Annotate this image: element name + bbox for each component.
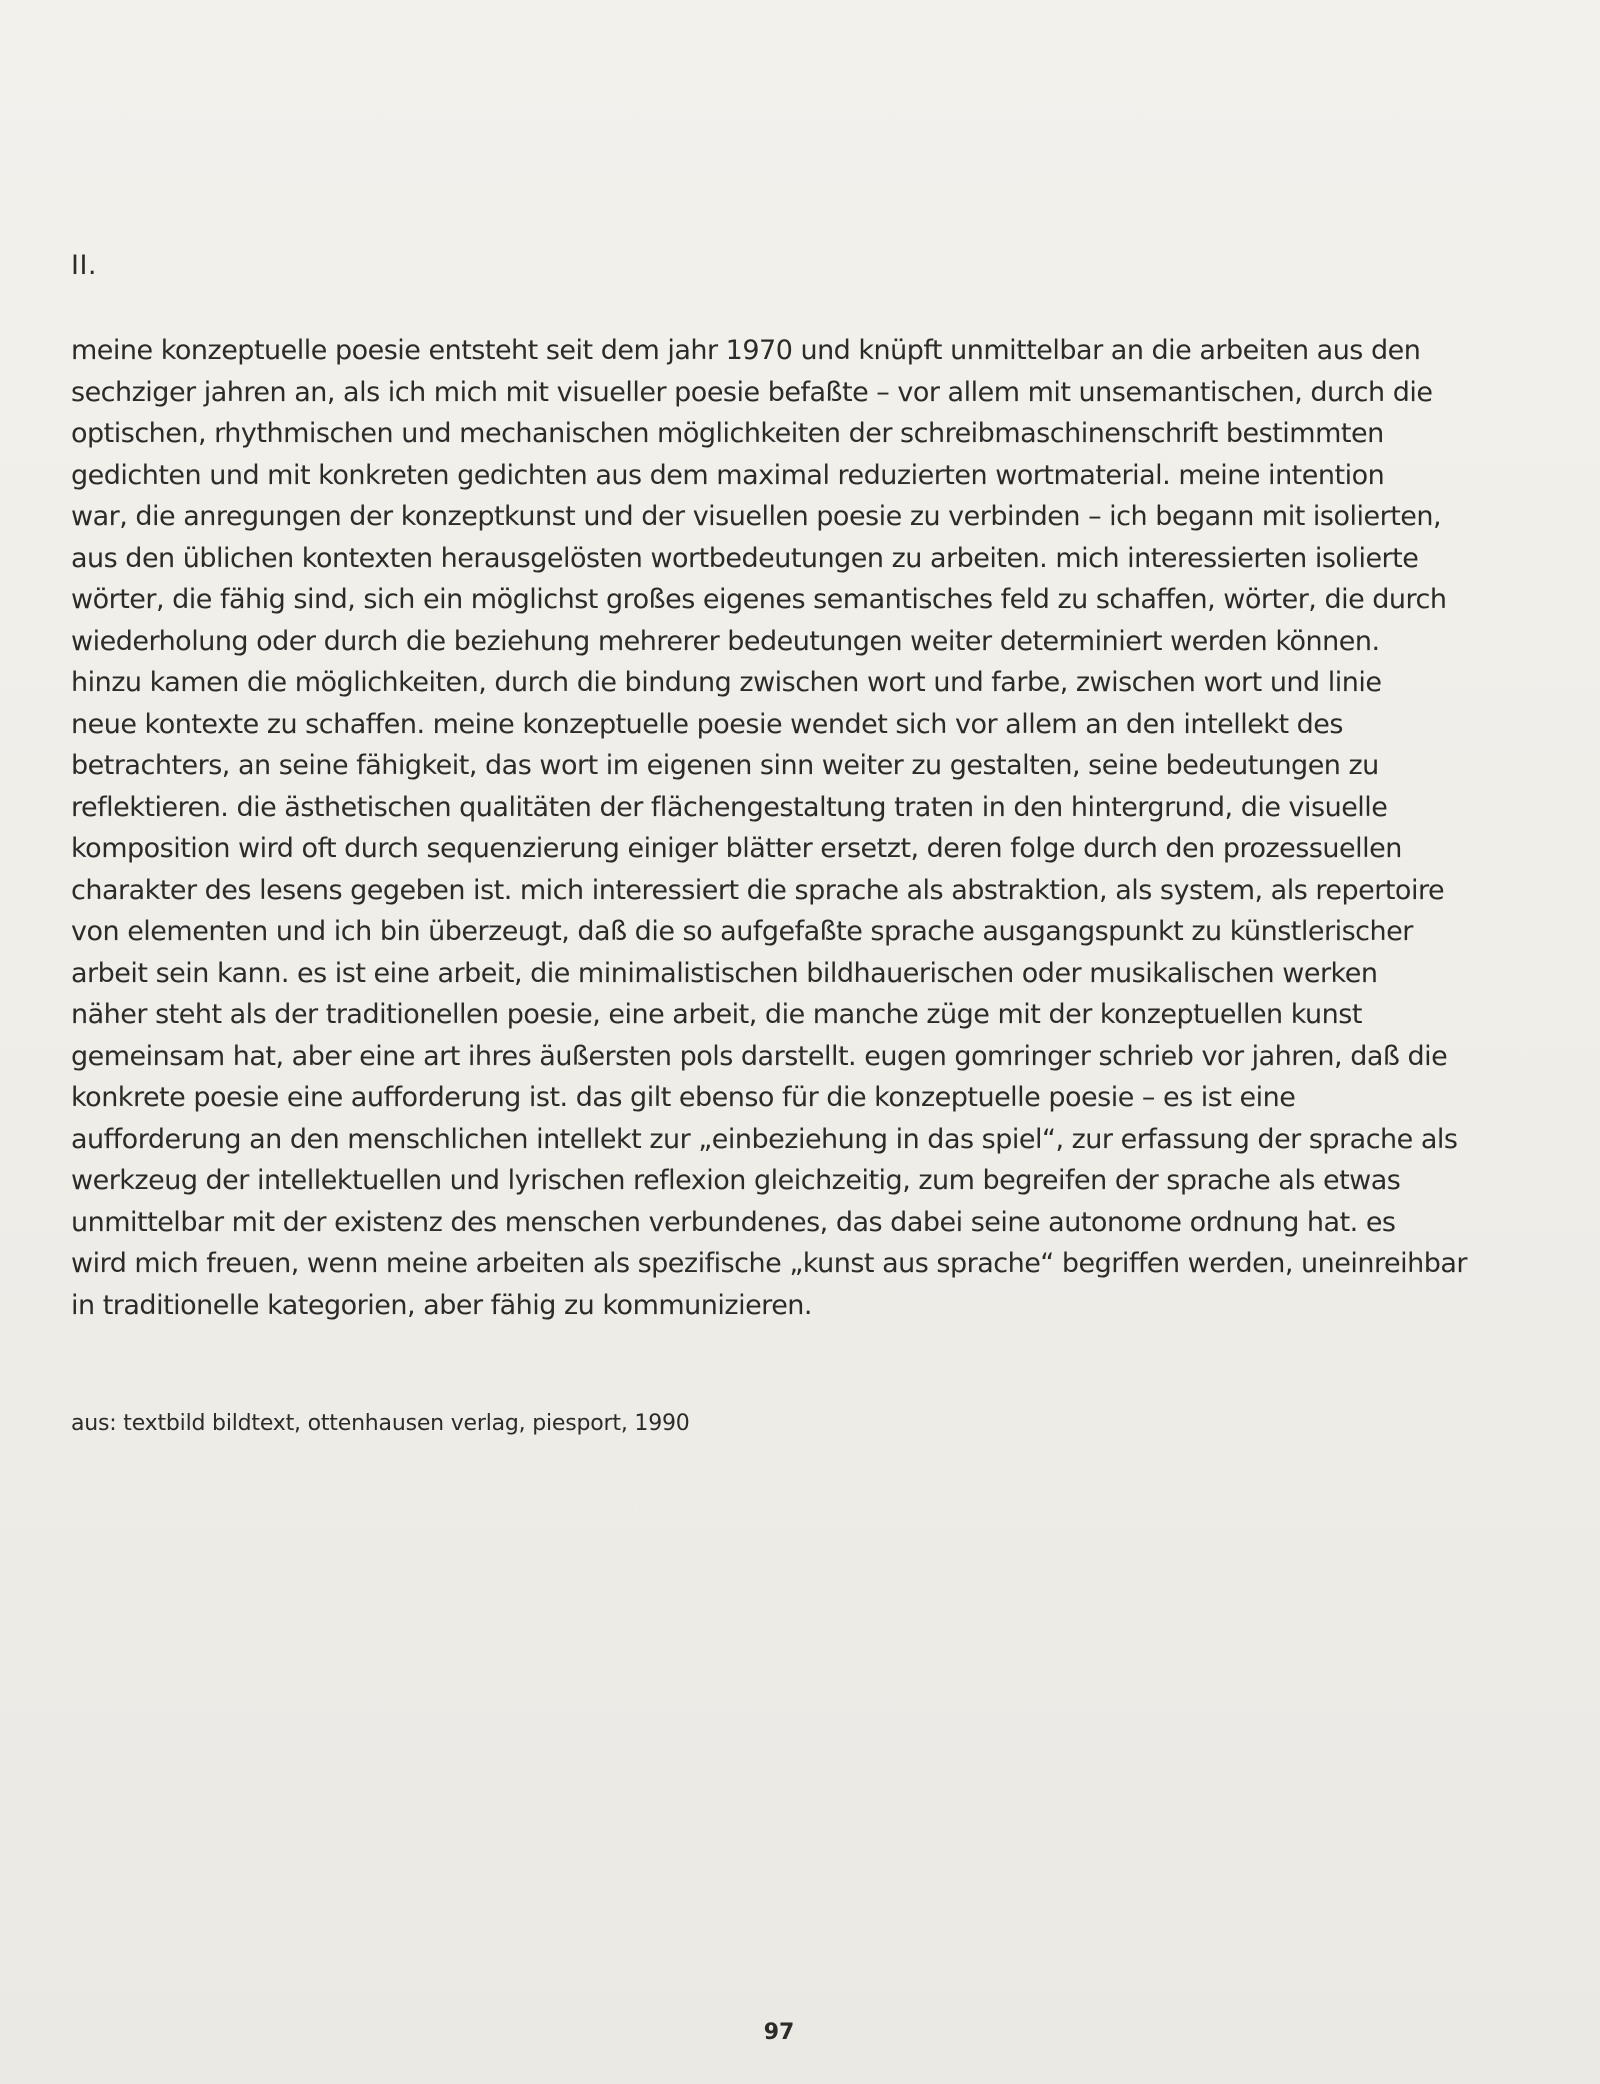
body-line: komposition wird oft durch sequenzierung einiger blätter ersetzt, deren folge durch den prozessuellen xyxy=(71,833,1402,864)
body-line: gedichten und mit konkreten gedichten aus dem maximal reduzierten wortmaterial. meine intention xyxy=(71,459,1385,491)
body-line: betrachters, an seine fähigkeit, das wort im eigenen sinn weiter zu gestalten, seine bedeutungen zu xyxy=(71,750,1379,781)
body-line: von elementen und ich bin überzeugt, daß die so aufgefaßte sprache ausgangspunkt zu künstlerischer xyxy=(71,916,1413,947)
body-line: in traditionelle kategorien, aber fähig zu kommunizieren. xyxy=(71,1289,812,1321)
body-line: wiederholung oder durch die beziehung mehrerer bedeutungen weiter determiniert werden können. xyxy=(71,625,1380,657)
body-line: reflektieren. die ästhetischen qualitäten der flächengestaltung traten in den hintergrund, die visuelle xyxy=(71,791,1388,823)
section-number: II. xyxy=(71,250,98,281)
body-line: wörter, die fähig sind, sich ein möglichst großes eigenes semantisches feld zu schaffen, wörter, die durch xyxy=(71,584,1447,615)
body-text xyxy=(71,330,1511,1326)
body-line: unmittelbar mit der existenz des menschen verbundenes, das dabei seine autonome ordnung hat. es xyxy=(71,1206,1396,1238)
body-line: aus den üblichen kontexten herausgelösten wortbedeutungen zu arbeiten. mich interessierten isolierte xyxy=(71,542,1419,574)
page-number: 97 xyxy=(763,2020,795,2045)
body-line: hinzu kamen die möglichkeiten, durch die bindung zwischen wort und farbe, zwischen wort und linie xyxy=(71,667,1382,698)
body-line: arbeit sein kann. es ist eine arbeit, die minimalistischen bildhauerischen oder musikalischen werken xyxy=(71,957,1378,989)
body-line: optischen, rhythmischen und mechanischen möglichkeiten der schreibmaschinenschrift bestimmten xyxy=(71,418,1384,449)
body-line: charakter des lesens gegeben ist. mich interessiert die sprache als abstraktion, als system, als repertoire xyxy=(71,874,1445,906)
body-line: konkrete poesie eine aufforderung ist. das gilt ebenso für die konzeptuelle poesie – es ist eine xyxy=(71,1082,1296,1113)
body-line: war, die anregungen der konzeptkunst und der visuellen poesie zu verbinden – ich begann mit isolierten, xyxy=(71,501,1442,532)
body-line: gemeinsam hat, aber eine art ihres äußersten pols darstellt. eugen gomringer schrieb vor jahren, daß die xyxy=(71,1040,1448,1072)
body-line: sechziger jahren an, als ich mich mit visueller poesie befaßte – vor allem mit unsemantischen, durch die xyxy=(71,376,1433,408)
body-line: werkzeug der intellektuellen und lyrischen reflexion gleichzeitig, zum begreifen der sprache als etwas xyxy=(71,1165,1401,1196)
body-line: aufforderung an den menschlichen intellekt zur „einbeziehung in das spiel“, zur erfassung der sprache als xyxy=(71,1123,1458,1155)
body-line: meine konzeptuelle poesie entsteht seit dem jahr 1970 und knüpft unmittelbar an die arbeiten aus den xyxy=(71,335,1421,366)
body-line: neue kontexte zu schaffen. meine konzeptuelle poesie wendet sich vor allem an den intellekt des xyxy=(71,708,1343,740)
source-citation: aus: textbild bildtext, ottenhausen verlag, piesport, 1990 xyxy=(71,1411,690,1436)
body-line: wird mich freuen, wenn meine arbeiten als spezifische „kunst aus sprache“ begriffen werden, uneinreihbar xyxy=(71,1248,1467,1279)
body-line: näher steht als der traditionellen poesie, eine arbeit, die manche züge mit der konzeptuellen kunst xyxy=(71,999,1362,1030)
